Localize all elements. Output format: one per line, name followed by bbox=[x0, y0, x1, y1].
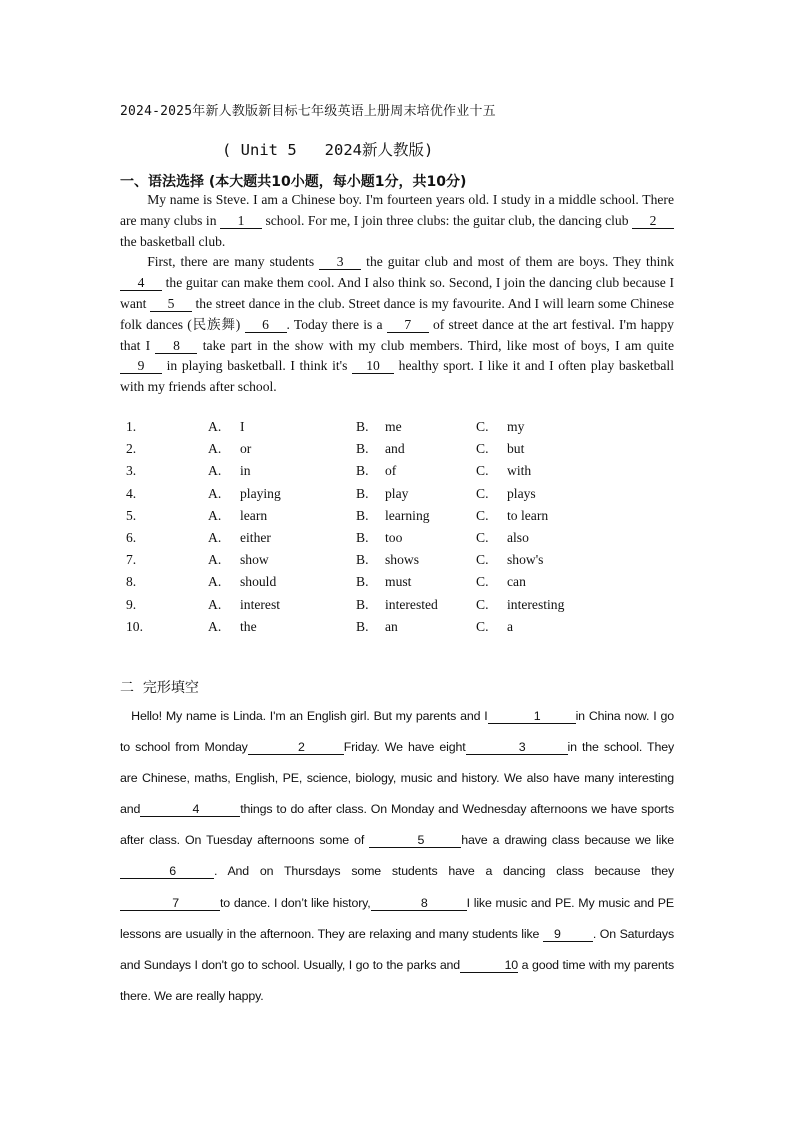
passage-text: the street dance in the club. Street dance is my favourite. And I will learn some Chinese folk dances (民族舞) bbox=[120, 295, 675, 332]
cloze-blank-7[interactable]: 7 bbox=[120, 896, 220, 911]
option-letter-a: A. bbox=[208, 507, 222, 523]
option-row bbox=[126, 574, 686, 596]
option-row bbox=[126, 463, 686, 485]
option-row bbox=[126, 619, 686, 641]
option-b[interactable]: must bbox=[385, 574, 412, 590]
blank-6[interactable]: 6 bbox=[245, 317, 287, 333]
option-c[interactable]: interesting bbox=[507, 596, 565, 612]
cloze-blank-6[interactable]: 6 bbox=[120, 864, 214, 879]
passage-text: healthy sport. I like it and I often play basketball with my friends after school. bbox=[120, 358, 674, 395]
passage-text: in China now. I go to school from Monday bbox=[120, 709, 675, 755]
option-a[interactable]: playing bbox=[240, 485, 281, 501]
question-number: 4. bbox=[126, 485, 137, 501]
option-b[interactable]: an bbox=[385, 618, 398, 634]
section1-heading: 一、语法选择 (本大题共10小题，每小题1分，共10分) bbox=[120, 174, 467, 190]
option-a[interactable]: either bbox=[240, 529, 271, 545]
passage-text: to dance. I don’t like history, bbox=[220, 895, 371, 910]
passage-text: in playing basketball. I think it's bbox=[162, 358, 353, 374]
option-letter-b: B. bbox=[356, 596, 369, 612]
passage-text: have a drawing class because we like bbox=[461, 833, 674, 848]
document-title: 2024-2025年新人教版新目标七年级英语上册周末培优作业十五 bbox=[120, 104, 496, 119]
passage-text: the guitar can make them cool. And I also think so. Second, I join the dancing club because I want bbox=[120, 275, 674, 311]
option-letter-b: B. bbox=[356, 485, 369, 501]
option-row bbox=[126, 441, 686, 463]
passage-text: My name is Steve. I am a Chinese boy. I'm fourteen years old. I study in a middle school. There are many clubs in bbox=[120, 192, 674, 228]
option-b[interactable]: interested bbox=[385, 596, 438, 612]
option-letter-b: B. bbox=[356, 507, 369, 523]
blank-10[interactable]: 10 bbox=[352, 358, 394, 374]
options-table bbox=[126, 419, 686, 641]
option-letter-c: C. bbox=[476, 441, 489, 457]
option-letter-a: A. bbox=[208, 574, 222, 590]
option-b[interactable]: shows bbox=[385, 552, 419, 568]
question-number: 2. bbox=[126, 441, 137, 457]
cloze-passage bbox=[120, 701, 674, 1012]
option-c[interactable]: with bbox=[507, 463, 532, 479]
option-letter-c: C. bbox=[476, 529, 489, 545]
option-row bbox=[126, 530, 686, 552]
option-row bbox=[126, 597, 686, 619]
option-b[interactable]: too bbox=[385, 529, 403, 545]
option-c[interactable]: can bbox=[507, 574, 526, 590]
section2-heading: 二 完形填空 bbox=[120, 680, 199, 696]
option-c[interactable]: to learn bbox=[507, 507, 549, 523]
option-b[interactable]: and bbox=[385, 441, 405, 457]
option-a[interactable]: or bbox=[240, 441, 252, 457]
cloze-blank-2[interactable]: 2 bbox=[248, 740, 344, 755]
blank-3[interactable]: 3 bbox=[319, 254, 361, 270]
option-letter-c: C. bbox=[476, 507, 489, 523]
option-row bbox=[126, 419, 686, 441]
blank-1[interactable]: 1 bbox=[220, 213, 262, 229]
cloze-paragraph bbox=[120, 701, 674, 1012]
option-letter-a: A. bbox=[208, 552, 222, 568]
option-row bbox=[126, 552, 686, 574]
cloze-blank-4[interactable]: 4 bbox=[140, 802, 240, 817]
option-letter-b: B. bbox=[356, 552, 369, 568]
passage-text: . On Saturdays and Sundays I don't go to school. Usually, I go to the parks and bbox=[120, 926, 675, 972]
grammar-paragraph-1 bbox=[120, 190, 674, 252]
option-letter-b: B. bbox=[356, 441, 369, 457]
option-letter-c: C. bbox=[476, 574, 489, 590]
option-a[interactable]: the bbox=[240, 618, 257, 634]
option-b[interactable]: me bbox=[385, 419, 402, 434]
option-letter-c: C. bbox=[476, 485, 489, 501]
blank-2[interactable]: 2 bbox=[632, 213, 674, 229]
option-letter-a: A. bbox=[208, 419, 222, 434]
cloze-blank-8[interactable]: 8 bbox=[371, 896, 467, 911]
question-number: 8. bbox=[126, 574, 137, 590]
cloze-blank-3[interactable]: 3 bbox=[466, 740, 568, 755]
grammar-passage bbox=[120, 190, 674, 398]
option-letter-a: A. bbox=[208, 485, 222, 501]
passage-text: in the school. They are Chinese, maths, English, PE, science, biology, music and history. We also have many interesting and bbox=[120, 740, 674, 817]
passage-text: Friday. We have eight bbox=[343, 740, 466, 755]
passage-text: things to do after class. On Monday and Wednesday afternoons we have sports after class. On Tuesday afternoons some of bbox=[120, 802, 674, 848]
passage-text: school. For me, I join three clubs: the guitar club, the dancing club bbox=[262, 212, 632, 228]
option-letter-b: B. bbox=[356, 419, 369, 434]
document-subtitle: ( Unit 5 2024新人教版) bbox=[222, 141, 434, 159]
cloze-blank-9[interactable]: 9 bbox=[543, 927, 593, 942]
cloze-blank-10[interactable]: 10 bbox=[460, 958, 518, 973]
option-a[interactable]: should bbox=[240, 574, 277, 590]
question-number: 5. bbox=[126, 507, 137, 523]
passage-text: of street dance at the art festival. I'm happy that I bbox=[120, 316, 674, 353]
question-number: 6. bbox=[126, 529, 137, 545]
option-letter-c: C. bbox=[476, 463, 489, 479]
option-letter-a: A. bbox=[208, 596, 222, 612]
option-c[interactable]: a bbox=[507, 618, 514, 634]
passage-text: Hello! My name is Linda. I'm an English girl. But my parents and I bbox=[131, 709, 488, 723]
option-row bbox=[126, 486, 686, 508]
blank-8[interactable]: 8 bbox=[155, 338, 197, 354]
passage-text: a good time with my parents there. We are really happy. bbox=[120, 957, 674, 1003]
option-c[interactable]: but bbox=[507, 441, 525, 457]
cloze-blank-1[interactable]: 1 bbox=[488, 709, 576, 724]
blank-9[interactable]: 9 bbox=[120, 358, 162, 374]
option-letter-c: C. bbox=[476, 596, 489, 612]
passage-text: . Today there is a bbox=[286, 316, 387, 332]
question-number: 1. bbox=[126, 419, 137, 434]
option-c[interactable]: plays bbox=[507, 485, 536, 501]
question-number: 7. bbox=[126, 552, 137, 568]
blank-7[interactable]: 7 bbox=[387, 317, 429, 333]
grammar-paragraph-2 bbox=[120, 252, 674, 398]
option-letter-a: A. bbox=[208, 463, 222, 479]
passage-text: . And on Thursdays some students have a dancing class because they bbox=[214, 864, 674, 879]
option-letter-b: B. bbox=[356, 618, 369, 634]
option-letter-a: A. bbox=[208, 618, 222, 634]
option-letter-a: A. bbox=[208, 441, 222, 457]
option-b[interactable]: learning bbox=[385, 507, 430, 523]
option-a[interactable]: in bbox=[240, 463, 251, 479]
option-a[interactable]: learn bbox=[240, 507, 268, 523]
option-letter-b: B. bbox=[356, 463, 369, 479]
question-number: 10. bbox=[126, 618, 143, 634]
question-number: 3. bbox=[126, 463, 137, 479]
option-letter-b: B. bbox=[356, 529, 369, 545]
passage-text: I like music and PE. My music and PE lessons are usually in the afternoon. They are relaxing and many students like bbox=[120, 895, 674, 941]
passage-text: the guitar club and most of them are boys. They think bbox=[361, 254, 674, 270]
option-c[interactable]: show's bbox=[507, 552, 544, 568]
option-b[interactable]: of bbox=[385, 463, 397, 479]
option-row bbox=[126, 508, 686, 530]
option-a[interactable]: show bbox=[240, 552, 269, 568]
passage-text: take part in the show with my club members. Third, like most of boys, I am quite bbox=[197, 337, 674, 353]
option-letter-c: C. bbox=[476, 618, 489, 634]
option-c[interactable]: also bbox=[507, 529, 529, 545]
option-letter-c: C. bbox=[476, 419, 489, 434]
option-a[interactable]: I bbox=[240, 419, 245, 434]
blank-4[interactable]: 4 bbox=[120, 275, 162, 291]
cloze-blank-5[interactable]: 5 bbox=[369, 833, 461, 848]
passage-text: the basketball club. bbox=[120, 233, 226, 249]
option-letter-b: B. bbox=[356, 574, 369, 590]
option-a[interactable]: interest bbox=[240, 596, 281, 612]
option-b[interactable]: play bbox=[385, 485, 409, 501]
question-number: 9. bbox=[126, 596, 137, 612]
option-letter-c: C. bbox=[476, 552, 489, 568]
passage-text: First, there are many students bbox=[147, 254, 320, 270]
option-c[interactable]: my bbox=[507, 419, 525, 434]
blank-5[interactable]: 5 bbox=[150, 296, 192, 312]
option-letter-a: A. bbox=[208, 529, 222, 545]
